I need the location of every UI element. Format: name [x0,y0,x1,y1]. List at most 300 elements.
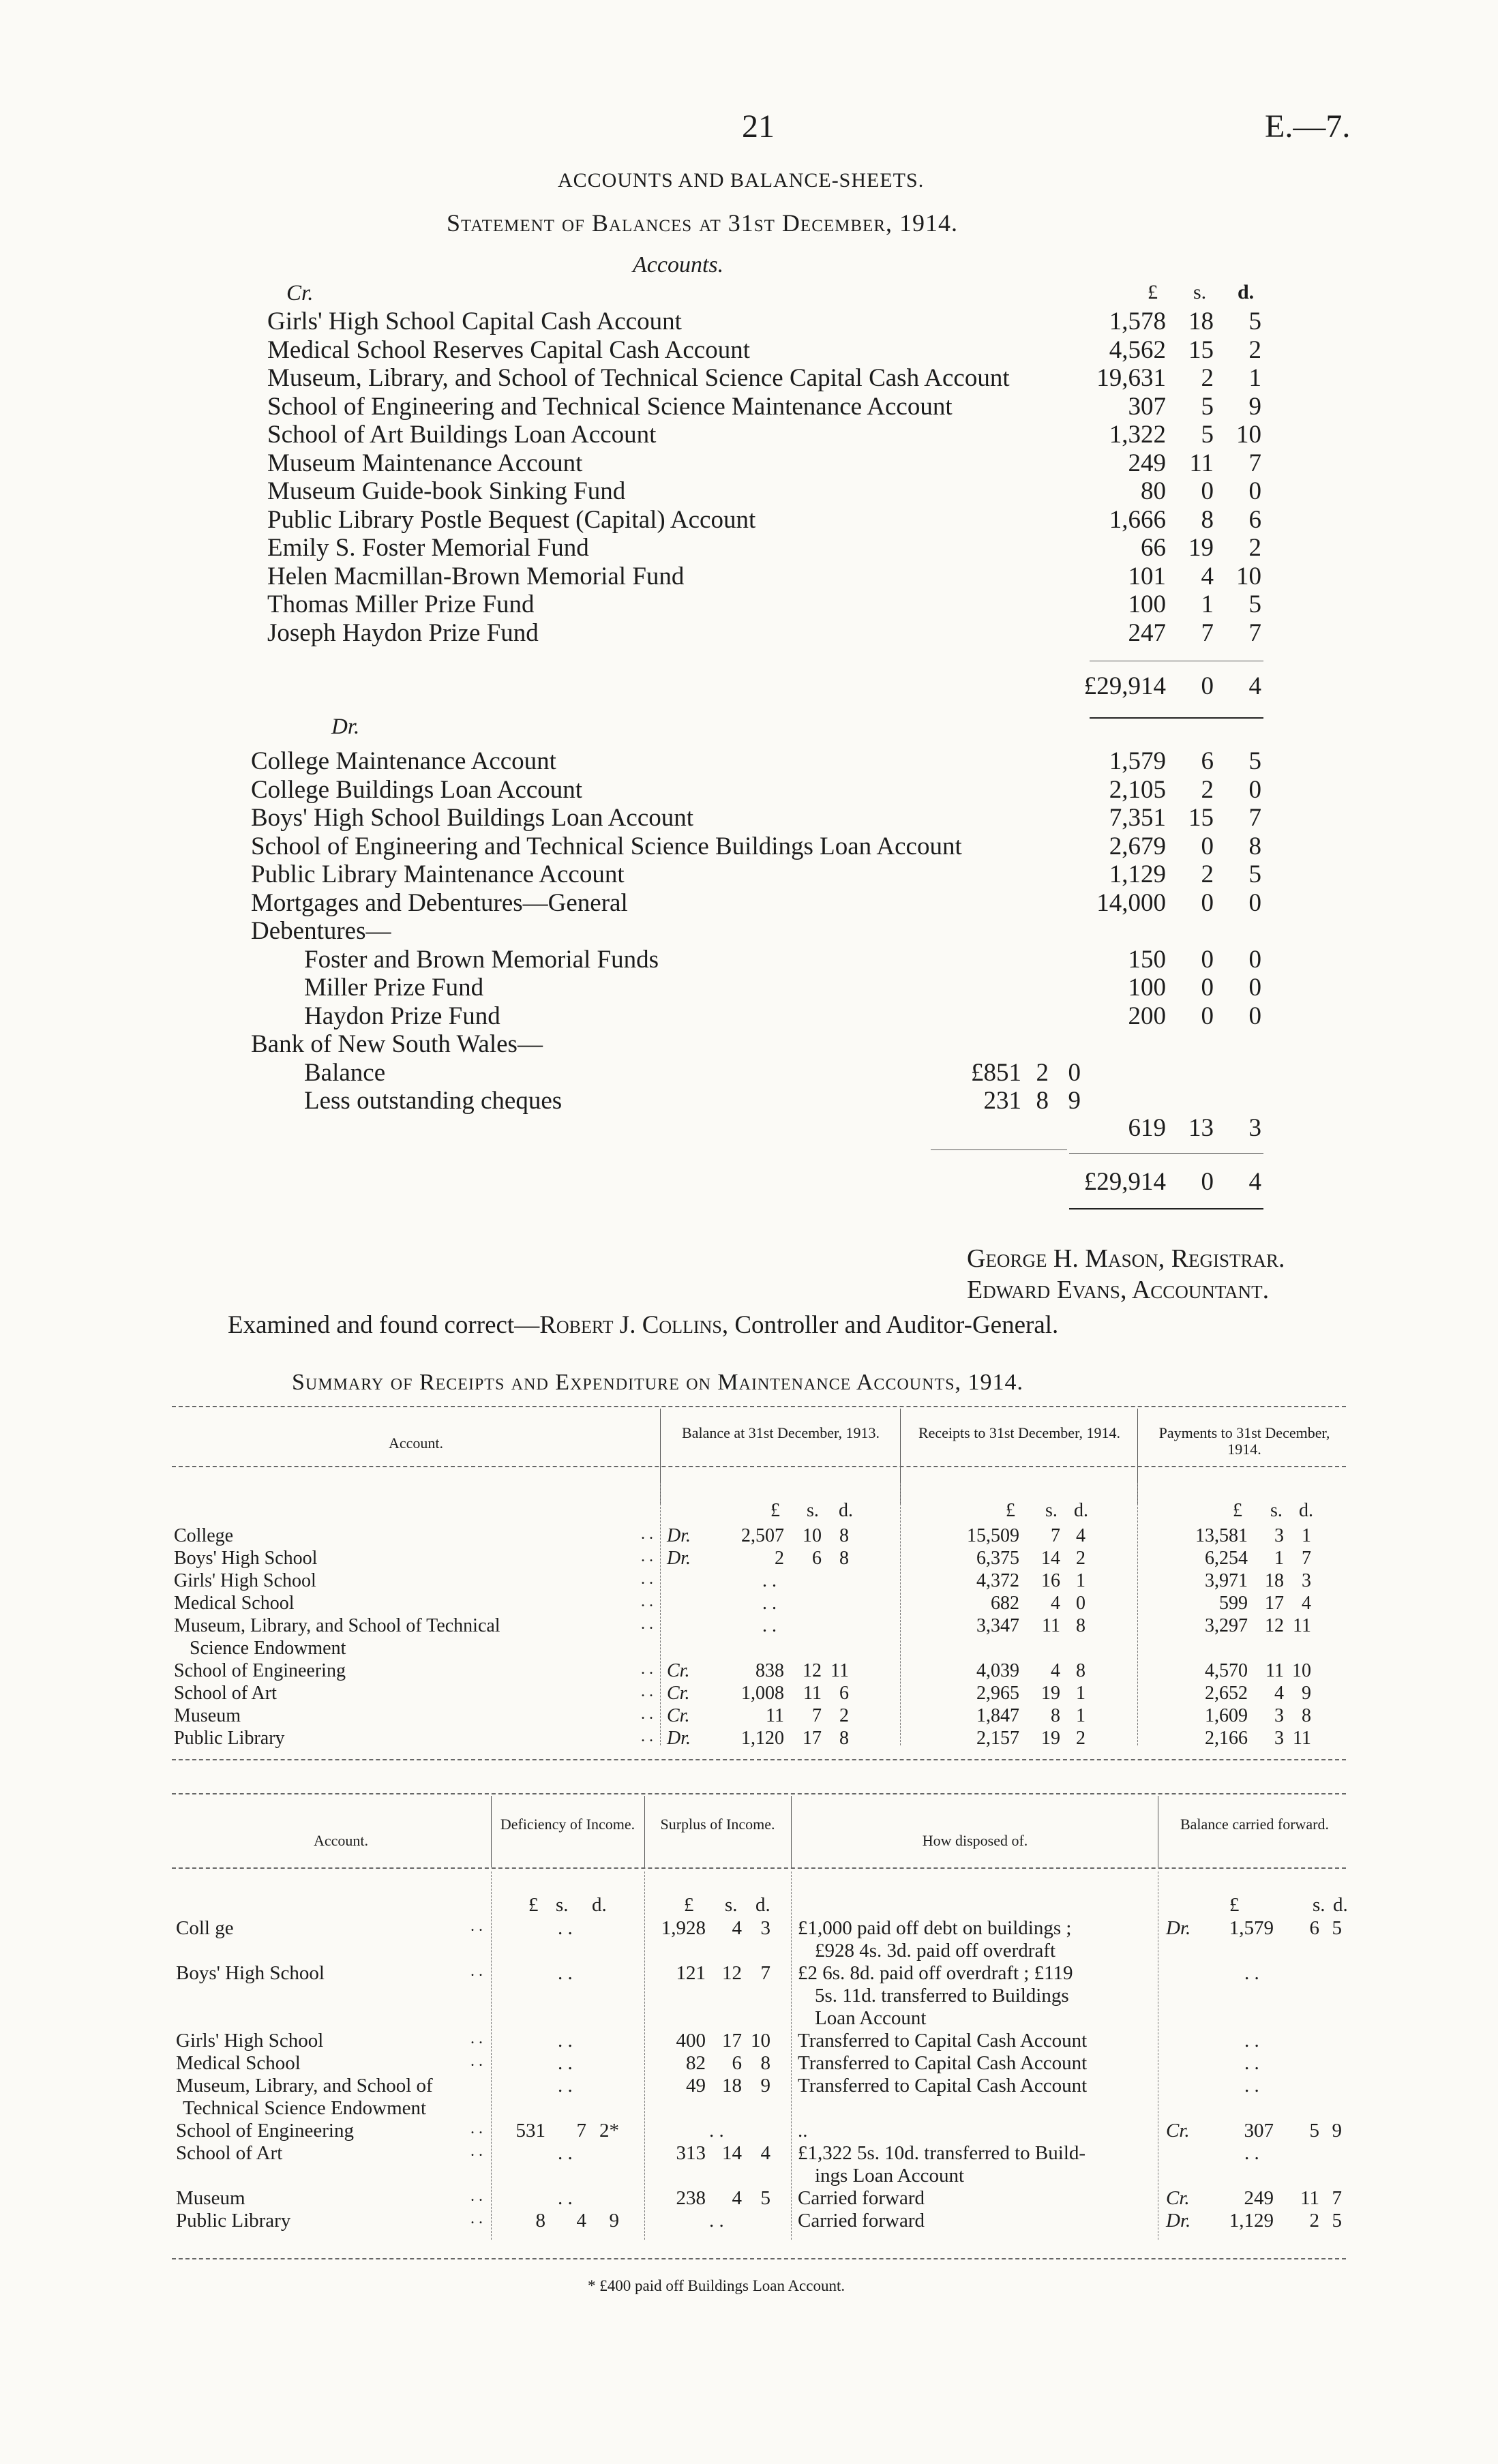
table2-deficiency-shillings: 4 [576,2210,586,2232]
table1-payments-pence: 1 [1302,1525,1311,1546]
table1-account: Museum, Library, and School of Technical [174,1615,500,1636]
table2-header-surplus: Surplus of Income. [660,1816,775,1833]
table2-surplus-pence: 8 [760,2052,770,2074]
table1-balance-pence: 8 [839,1525,849,1546]
table1-receipts-pounds: 2,965 [976,1683,1019,1704]
table2-surplus-empty: . . [709,2210,724,2232]
table1-unit-shillings: s. [1270,1500,1283,1521]
cr-pence: 9 [1248,392,1261,421]
table1-balance-type: Dr. [667,1548,691,1569]
registrar-name: George H. Mason [967,1244,1158,1273]
table1-balance-empty: . . [762,1593,777,1614]
bank-shillings: 8 [1036,1087,1049,1115]
dr-account-name: College Buildings Loan Account [251,775,583,804]
table2-unit-pence: d. [755,1894,770,1916]
table2-disposition: Loan Account [815,2007,927,2029]
dr-total-rule [1069,1153,1263,1154]
table2-carried-pence: 5 [1332,1917,1342,1939]
table2-surplus-pounds: 49 [686,2075,706,2097]
dr-pence: 5 [1248,860,1261,888]
cr-pence: 10 [1236,562,1261,590]
table2-deficiency-pounds: 531 [515,2120,545,2142]
table2-account: Coll ge [176,1917,234,1939]
cr-pence: 2 [1248,534,1261,562]
table1-balance-type: Dr. [667,1728,691,1749]
table2-top-rule [172,1793,1346,1794]
table1-receipts-shillings: 4 [1051,1660,1060,1681]
table1-receipts-pence: 1 [1076,1683,1085,1704]
cr-account-name: School of Engineering and Technical Science Maintenance Account [267,392,953,421]
table2-header-deficiency: Deficiency of Income. [500,1816,635,1833]
cr-account-name: Museum Guide-book Sinking Fund [267,477,626,505]
cr-total-pounds: £29,914 [1083,672,1166,700]
table1-header-account: Account. [388,1434,444,1452]
table2-surplus-shillings: 6 [732,2052,742,2074]
cr-account-name: Museum Maintenance Account [267,449,583,477]
table1-payments-pounds: 3,971 [1205,1570,1248,1591]
bank-pence: 9 [1068,1087,1081,1115]
table1-balance-type: Dr. [667,1525,691,1546]
table2-carried-type: Cr. [1166,2187,1190,2209]
table2-carried-shillings: 2 [1309,2210,1319,2232]
table2-carried-empty: . . [1244,2052,1259,2074]
examined-prefix: Examined and found correct— [228,1311,540,1339]
table1-receipts-pounds: 15,509 [967,1525,1019,1546]
table1-header-balance: Balance at 31st December, 1913. [682,1424,880,1441]
bank-net-pounds: 619 [1128,1114,1166,1142]
table1-receipts-shillings: 16 [1041,1570,1060,1591]
table2-dots: . . [470,2187,483,2205]
table1-body-divider [1137,1483,1138,1745]
table2-bottom-rule [172,2258,1346,2259]
table2-deficiency-empty: . . [558,1962,573,1984]
footnote: * £400 paid off Buildings Loan Account. [588,2277,845,2294]
table1-balance-shillings: 6 [812,1548,822,1569]
table2-surplus-pence: 10 [751,2030,770,2052]
table2-surplus-pounds: 400 [676,2030,706,2052]
auditor-name: Robert J. Collins [539,1311,722,1339]
table1-receipts-pence: 1 [1076,1570,1085,1591]
table2-account: Boys' High School [176,1962,325,1984]
table1-balance-empty: . . [762,1570,777,1591]
table1-dots: . . [641,1683,653,1700]
table1-balance-pence: 8 [839,1548,849,1569]
debenture-pounds: 100 [1128,974,1166,1002]
table2-header-carried: Balance carried forward. [1180,1816,1330,1833]
table1-account: Boys' High School [174,1548,318,1569]
table1-account: Public Library [174,1728,285,1749]
table2-carried-shillings: 11 [1300,2187,1319,2209]
cr-shillings: 4 [1201,562,1214,590]
cr-shillings: 7 [1201,618,1214,647]
table1-header-payments: Payments to 31st December, 1914. [1158,1424,1330,1458]
table2-disposition: £1,322 5s. 10d. transferred to Build- [798,2142,1086,2164]
table1-balance-shillings: 10 [803,1525,822,1546]
statement-subtitle: Statement of Balances at 31st December, 1914. [447,209,958,237]
table1-payments-pence: 8 [1302,1705,1311,1726]
cr-pounds: 101 [1128,562,1166,590]
dr-pounds: 2,105 [1109,775,1166,804]
cr-shillings: 18 [1188,307,1214,335]
table1-payments-pence: 11 [1293,1728,1311,1749]
table2-dots: . . [470,2142,483,2160]
table1-receipts-shillings: 8 [1051,1705,1060,1726]
table1-unit-pounds: £ [770,1500,780,1521]
cr-pounds: 100 [1128,590,1166,618]
signature-registrar: George H. Mason, Registrar. [967,1244,1285,1273]
table2-surplus-shillings: 4 [732,2187,742,2209]
bank-net-pence: 3 [1248,1114,1261,1142]
page-number: 21 [742,108,775,145]
table1-receipts-shillings: 19 [1041,1683,1060,1704]
table2-col-divider [644,1796,645,1867]
table1-payments-shillings: 4 [1274,1683,1284,1704]
table1-account: Medical School [174,1593,295,1614]
dr-pounds: 1,579 [1109,747,1166,775]
dr-account-name: Mortgages and Debentures—General [251,888,628,917]
dr-pence: 0 [1248,888,1261,917]
table1-payments-shillings: 1 [1274,1548,1284,1569]
table2-col-divider [791,1796,792,1867]
table2-unit-pounds: £ [684,1894,694,1916]
shillings-header: s. [1193,281,1207,303]
table1-balance-pence: 6 [839,1683,849,1704]
cr-pounds: 19,631 [1096,364,1166,392]
table1-balance-pence: 2 [839,1705,849,1726]
table1-payments-shillings: 3 [1274,1525,1284,1546]
table1-receipts-pounds: 6,375 [976,1548,1019,1569]
table1-account-continued: Science Endowment [190,1638,346,1659]
table1-account: School of Art [174,1683,277,1704]
cr-pence: 5 [1248,590,1261,618]
dr-pence: 0 [1248,775,1261,804]
table2-disposition: £2 6s. 8d. paid off overdraft ; £119 [798,1962,1073,1984]
table2-account: Girls' High School [176,2030,324,2052]
table1-payments-shillings: 3 [1274,1728,1284,1749]
table1-payments-pence: 11 [1293,1615,1311,1636]
cr-shillings: 15 [1188,335,1214,364]
dr-pence: 8 [1248,832,1261,860]
table2-account-continued: Technical Science Endowment [183,2097,427,2119]
table1-receipts-pounds: 4,372 [976,1570,1019,1591]
table2-dots: . . [470,1962,483,1980]
table1-receipts-pounds: 4,039 [976,1660,1019,1681]
page-code: E.—7. [1265,108,1351,145]
table1-payments-pence: 4 [1302,1593,1311,1614]
table2-surplus-pence: 9 [760,2075,770,2097]
table2-carried-empty: . . [1244,2030,1259,2052]
registrar-role: Registrar. [1171,1244,1285,1273]
debenture-shillings: 0 [1201,974,1214,1002]
debenture-pence: 0 [1248,1002,1261,1030]
table2-surplus-pounds: 313 [676,2142,706,2164]
table1-balance-pounds: 838 [755,1660,784,1681]
table2-disposition: Carried forward [798,2187,925,2209]
dr-total-pounds: £29,914 [1083,1168,1166,1196]
table1-receipts-shillings: 11 [1042,1615,1060,1636]
table1-unit-shillings: s. [807,1500,819,1521]
table1-balance-pounds: 2 [775,1548,784,1569]
table2-carried-type: Cr. [1166,2120,1190,2142]
table2-deficiency-shillings: 7 [576,2120,586,2142]
table1-receipts-pence: 8 [1076,1660,1085,1681]
table2-carried-shillings: 5 [1309,2120,1319,2142]
table2-surplus-shillings: 18 [722,2075,742,2097]
table2-deficiency-pounds: 8 [535,2210,545,2232]
table1-receipts-pounds: 1,847 [976,1705,1019,1726]
table1-dots: . . [641,1660,653,1678]
table2-deficiency-empty: . . [558,1917,573,1939]
table1-balance-type: Cr. [667,1683,690,1704]
table2-surplus-shillings: 12 [722,1962,742,1984]
table1-unit-pounds: £ [1006,1500,1015,1521]
table1-receipts-pence: 0 [1076,1593,1085,1614]
table1-payments-pence: 9 [1302,1683,1311,1704]
table1-header-receipts: Receipts to 31st December, 1914. [918,1424,1121,1441]
debenture-name: Haydon Prize Fund [304,1002,500,1030]
cr-pounds: 4,562 [1109,335,1166,364]
cr-pence: 7 [1248,618,1261,647]
table2-surplus-shillings: 17 [722,2030,742,2052]
cr-pounds: 80 [1141,477,1166,505]
table2-carried-type: Dr. [1166,2210,1191,2232]
table2-deficiency-empty: . . [558,2030,573,2052]
cr-pounds: 1,666 [1109,505,1166,534]
dr-label: Dr. [331,715,360,739]
table2-unit-pence: d. [1333,1894,1348,1916]
table2-surplus-pence: 4 [760,2142,770,2164]
debenture-name: Miller Prize Fund [304,974,484,1002]
bank-pounds: £851 [971,1058,1021,1087]
table2-surplus-pence: 7 [760,1962,770,1984]
cr-pounds: 66 [1141,534,1166,562]
cr-shillings: 11 [1189,449,1214,477]
table2-account: School of Art [176,2142,283,2164]
cr-total-underline [1090,717,1263,719]
signature-accountant: Edward Evans, Accountant. [967,1276,1270,1304]
table1-unit-pounds: £ [1233,1500,1242,1521]
table2-surplus-pounds: 238 [676,2187,706,2209]
table1-top-rule [172,1406,1346,1407]
table1-balance-pounds: 1,008 [741,1683,784,1704]
table2-deficiency-empty: . . [558,2052,573,2074]
table1-bottom-rule [172,1759,1346,1760]
debenture-shillings: 0 [1201,945,1214,974]
cr-account-name: Museum, Library, and School of Technical Science Capital Cash Account [267,364,1010,392]
table2-disposition: Carried forward [798,2210,925,2232]
table2-carried-shillings: 6 [1309,1917,1319,1939]
table1-receipts-pounds: 682 [991,1593,1019,1614]
table1-payments-pence: 10 [1292,1660,1311,1681]
table1-dots: . . [641,1570,653,1588]
bank-pounds: 231 [983,1087,1021,1115]
dr-pence: 5 [1248,747,1261,775]
dr-account-name: Boys' High School Buildings Loan Account [251,804,694,832]
cr-pence: 10 [1236,421,1261,449]
table1-unit-pence: d. [839,1500,853,1521]
cr-account-name: Medical School Reserves Capital Cash Account [267,335,750,364]
cr-shillings: 2 [1201,364,1214,392]
table2-account: Museum, Library, and School of [176,2075,433,2097]
cr-pence: 2 [1248,335,1261,364]
examined-statement [228,1310,1058,1340]
table1-balance-shillings: 12 [803,1660,822,1681]
dr-shillings: 0 [1201,832,1214,860]
dr-shillings: 2 [1201,860,1214,888]
bank-shillings: 2 [1036,1058,1049,1087]
table2-unit-shillings: s. [556,1894,569,1916]
table2-surplus-shillings: 4 [732,1917,742,1939]
table1-dots: . . [641,1705,653,1723]
table2-header-disposed: How disposed of. [922,1832,1028,1849]
dr-shillings: 15 [1188,804,1214,832]
bank-net-shillings: 13 [1188,1114,1214,1142]
table2-unit-pounds: £ [1229,1894,1240,1916]
table2-carried-pounds: 249 [1244,2187,1274,2209]
table2-carried-empty: . . [1244,2142,1259,2164]
dr-pounds: 1,129 [1109,860,1166,888]
document-title: ACCOUNTS AND BALANCE-SHEETS. [558,169,925,192]
dr-account-name: Public Library Maintenance Account [251,860,625,888]
debenture-pence: 0 [1248,974,1261,1002]
table1-balance-type: Cr. [667,1660,690,1681]
table1-payments-pence: 7 [1302,1548,1311,1569]
table2-unit-shillings: s. [1313,1894,1325,1916]
table2-disposition: ings Loan Account [815,2165,965,2187]
dr-total-pence: 4 [1248,1168,1261,1196]
cr-pounds: 247 [1128,618,1166,647]
dr-account-name: School of Engineering and Technical Science Buildings Loan Account [251,832,962,860]
table1-payments-pounds: 6,254 [1205,1548,1248,1569]
table1-receipts-pence: 2 [1076,1728,1085,1749]
table1-dots: . . [641,1548,653,1565]
cr-account-name: Public Library Postle Bequest (Capital) Account [267,505,756,534]
table1-receipts-pence: 1 [1076,1705,1085,1726]
table1-payments-pounds: 2,166 [1205,1728,1248,1749]
table1-balance-shillings: 7 [812,1705,822,1726]
cr-account-name: Thomas Miller Prize Fund [267,590,535,618]
examined-suffix: , Controller and Auditor-General. [721,1311,1059,1339]
table1-receipts-pence: 4 [1076,1525,1085,1546]
table1-payments-pence: 3 [1302,1570,1311,1591]
dr-total-underline [1069,1208,1263,1210]
dr-shillings: 2 [1201,775,1214,804]
table2-deficiency-pence: 2* [599,2120,619,2142]
table2-unit-shillings: s. [725,1894,738,1916]
table2-disposition: 5s. 11d. transferred to Buildings [815,1985,1069,2007]
dr-pounds: 14,000 [1096,888,1166,917]
bank-label: Bank of New South Wales— [251,1030,543,1058]
table1-account: School of Engineering [174,1660,346,1681]
table1-payments-shillings: 17 [1265,1593,1284,1614]
table2-disposition: £1,000 paid off debt on buildings ; [798,1917,1072,1939]
debenture-shillings: 0 [1201,1002,1214,1030]
accounts-subheading: Accounts. [633,252,724,277]
cr-shillings: 1 [1201,590,1214,618]
dr-pounds: 7,351 [1109,804,1166,832]
cr-shillings: 19 [1188,534,1214,562]
table1-balance-pence: 8 [839,1728,849,1749]
table1-dots: . . [641,1593,653,1610]
table1-balance-pounds: 11 [766,1705,784,1726]
table2-carried-pence: 5 [1332,2210,1342,2232]
cr-account-name: Girls' High School Capital Cash Account [267,307,682,335]
table1-payments-shillings: 3 [1274,1705,1284,1726]
table2-unit-pounds: £ [528,1894,539,1916]
table2-body-divider [791,1872,792,2240]
table1-payments-shillings: 11 [1265,1660,1284,1681]
table1-balance-pence: 11 [830,1660,849,1681]
table1-unit-shillings: s. [1045,1500,1058,1521]
dr-total-shillings: 0 [1201,1168,1214,1196]
table1-account: Girls' High School [174,1570,316,1591]
table2-dots: . . [470,2030,483,2047]
table2-dots: . . [470,2210,483,2227]
debenture-pence: 0 [1248,945,1261,974]
table1-dots: . . [641,1615,653,1633]
pounds-header: £ [1148,281,1158,303]
dr-account-name: College Maintenance Account [251,747,556,775]
table2-disposition: Transferred to Capital Cash Account [798,2052,1088,2074]
cr-account-name: Joseph Haydon Prize Fund [267,618,539,647]
table1-payments-pounds: 3,297 [1205,1615,1248,1636]
table2-carried-type: Dr. [1166,1917,1191,1939]
cr-pence: 5 [1248,307,1261,335]
table1-unit-pence: d. [1299,1500,1313,1521]
table2-surplus-pounds: 1,928 [661,1917,706,1939]
table2-carried-empty: . . [1244,1962,1259,1984]
table2-surplus-pounds: 82 [686,2052,706,2074]
table1-payments-pounds: 1,609 [1205,1705,1248,1726]
cr-pence: 6 [1248,505,1261,534]
cr-shillings: 5 [1201,392,1214,421]
dr-pence: 7 [1248,804,1261,832]
table1-dots: . . [641,1525,653,1543]
cr-pence: 1 [1248,364,1261,392]
cr-account-name: Helen Macmillan-Brown Memorial Fund [267,562,685,590]
table2-account: Museum [176,2187,245,2209]
table2-surplus-pence: 3 [760,1917,770,1939]
table2-header-account: Account. [313,1832,369,1849]
table2-dots: . . [470,1917,483,1935]
table1-receipts-shillings: 14 [1041,1548,1060,1569]
cr-pounds: 249 [1128,449,1166,477]
table2-surplus-empty: . . [709,2120,724,2142]
cr-label: Cr. [286,281,314,305]
table1-balance-empty: . . [762,1615,777,1636]
table1-account: Museum [174,1705,241,1726]
pence-header: d. [1238,281,1255,303]
table1-balance-shillings: 11 [803,1683,822,1704]
table1-account: College [174,1525,234,1546]
table2-deficiency-empty: . . [558,2187,573,2209]
table2-deficiency-empty: . . [558,2142,573,2164]
table1-receipts-shillings: 19 [1041,1728,1060,1749]
accountant-name: Edward Evans [967,1276,1120,1304]
table2-carried-pence: 9 [1332,2120,1342,2142]
table1-balance-shillings: 17 [803,1728,822,1749]
debenture-pounds: 150 [1128,945,1166,974]
cr-shillings: 5 [1201,421,1214,449]
table1-receipts-pounds: 3,347 [976,1615,1019,1636]
bank-item-name: Less outstanding cheques [304,1087,563,1115]
table2-dots: . . [470,2052,483,2070]
cr-total-shillings: 0 [1201,672,1214,700]
table1-balance-pounds: 1,120 [741,1728,784,1749]
table1-balance-type: Cr. [667,1705,690,1726]
table2-carried-empty: . . [1244,2075,1259,2097]
table1-payments-shillings: 18 [1265,1570,1284,1591]
